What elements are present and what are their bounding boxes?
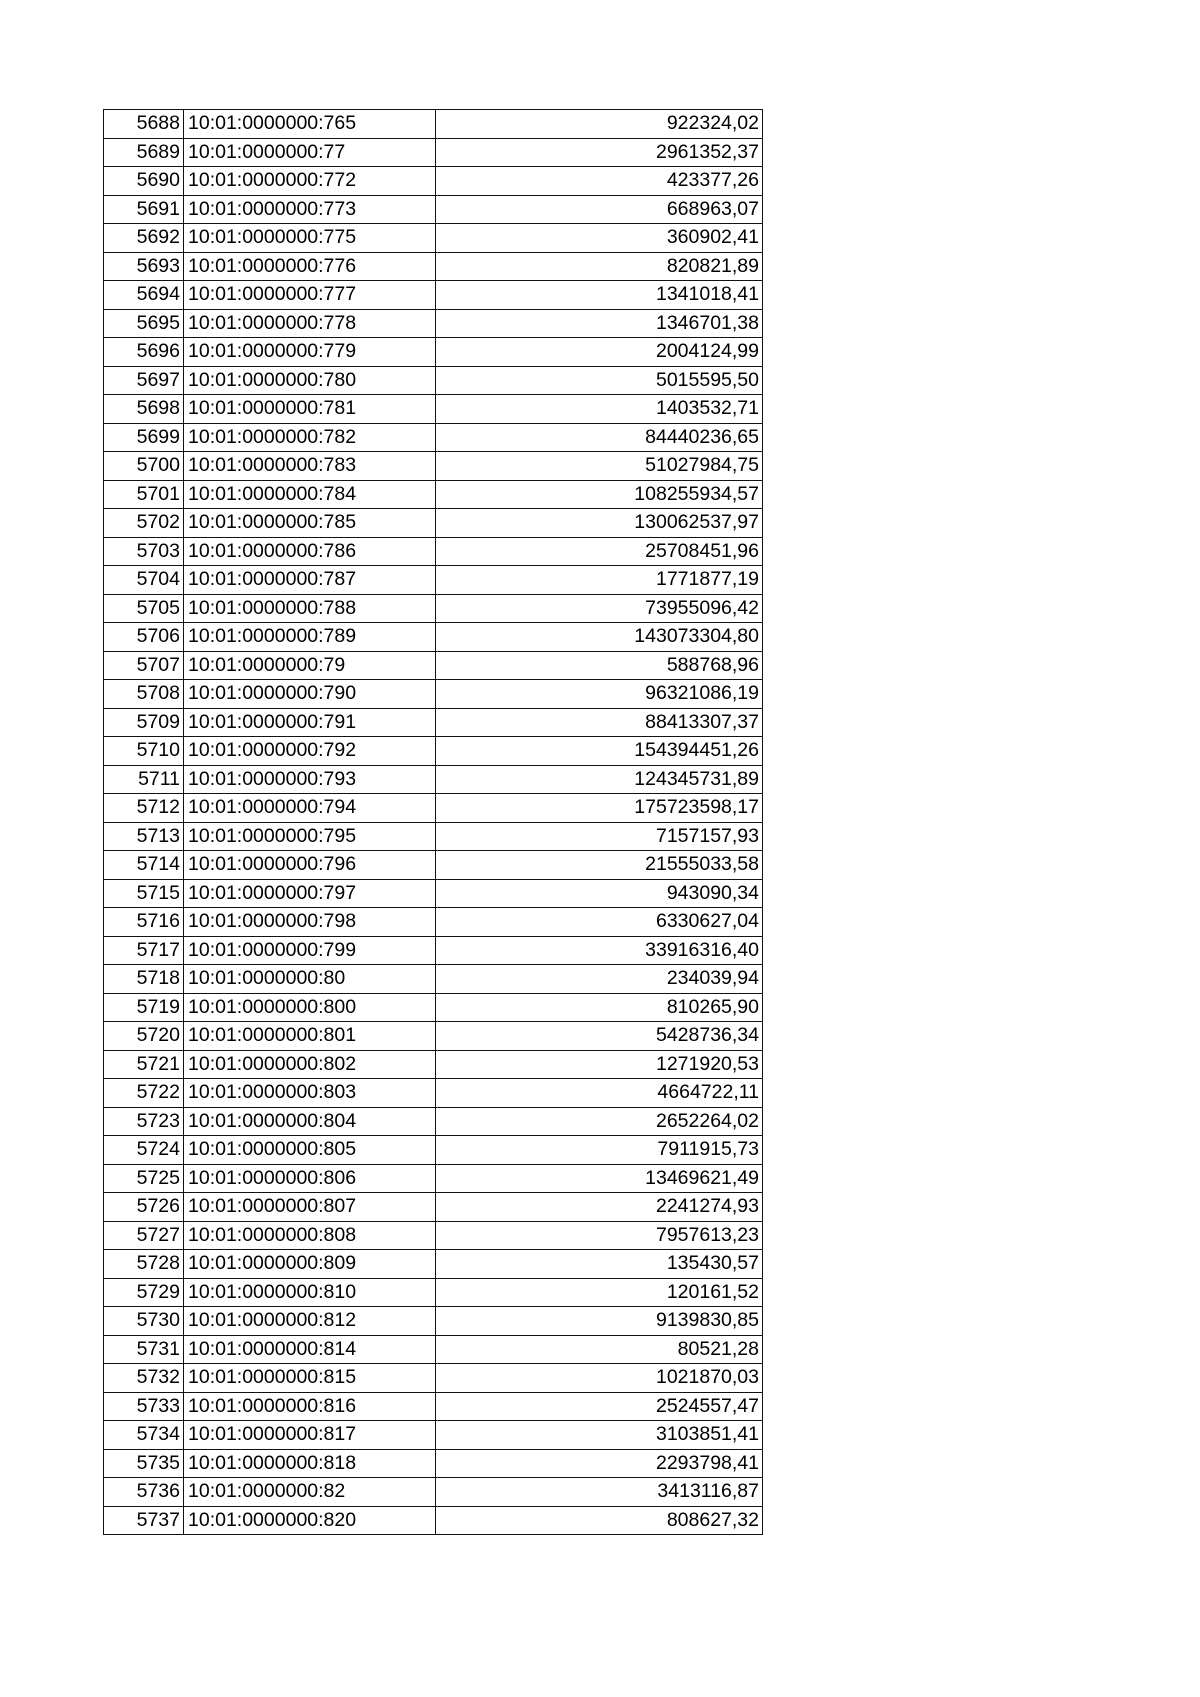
value-cell: 7157157,93: [436, 822, 763, 851]
row-number-cell: 5727: [104, 1221, 184, 1250]
cadastral-code-cell: 10:01:0000000:794: [184, 794, 436, 823]
value-cell: 3103851,41: [436, 1421, 763, 1450]
value-cell: 73955096,42: [436, 594, 763, 623]
table-row: [104, 338, 763, 367]
value-cell: 135430,57: [436, 1250, 763, 1279]
value-cell: 6330627,04: [436, 908, 763, 937]
cadastral-code-cell: 10:01:0000000:797: [184, 879, 436, 908]
table-row: [104, 423, 763, 452]
value-cell: 130062537,97: [436, 509, 763, 538]
value-cell: 234039,94: [436, 965, 763, 994]
cadastral-code-cell: 10:01:0000000:779: [184, 338, 436, 367]
value-cell: 1771877,19: [436, 566, 763, 595]
table-row: [104, 965, 763, 994]
row-number-cell: 5715: [104, 879, 184, 908]
table-row: [104, 224, 763, 253]
cadastral-code-cell: 10:01:0000000:807: [184, 1193, 436, 1222]
table-row: [104, 908, 763, 937]
row-number-cell: 5712: [104, 794, 184, 823]
table-row: [104, 1392, 763, 1421]
row-number-cell: 5699: [104, 423, 184, 452]
value-cell: 3413116,87: [436, 1478, 763, 1507]
table-row: [104, 1050, 763, 1079]
table-row: [104, 252, 763, 281]
value-cell: 808627,32: [436, 1506, 763, 1535]
value-cell: 588768,96: [436, 651, 763, 680]
value-cell: 4664722,11: [436, 1079, 763, 1108]
table-row: [104, 737, 763, 766]
cadastral-code-cell: 10:01:0000000:782: [184, 423, 436, 452]
table-row: [104, 1278, 763, 1307]
row-number-cell: 5723: [104, 1107, 184, 1136]
table-row: [104, 1307, 763, 1336]
row-number-cell: 5737: [104, 1506, 184, 1535]
table-row: [104, 281, 763, 310]
cadastral-code-cell: 10:01:0000000:775: [184, 224, 436, 253]
row-number-cell: 5697: [104, 366, 184, 395]
row-number-cell: 5703: [104, 537, 184, 566]
cadastral-code-cell: 10:01:0000000:800: [184, 993, 436, 1022]
row-number-cell: 5692: [104, 224, 184, 253]
table-row: [104, 195, 763, 224]
row-number-cell: 5693: [104, 252, 184, 281]
row-number-cell: 5730: [104, 1307, 184, 1336]
table-row: [104, 879, 763, 908]
row-number-cell: 5714: [104, 851, 184, 880]
table-row: [104, 1335, 763, 1364]
value-cell: 820821,89: [436, 252, 763, 281]
table-row: [104, 309, 763, 338]
value-cell: 88413307,37: [436, 708, 763, 737]
cadastral-code-cell: 10:01:0000000:820: [184, 1506, 436, 1535]
value-cell: 7911915,73: [436, 1136, 763, 1165]
table-row: [104, 480, 763, 509]
cadastral-code-cell: 10:01:0000000:801: [184, 1022, 436, 1051]
row-number-cell: 5736: [104, 1478, 184, 1507]
value-cell: 1403532,71: [436, 395, 763, 424]
cadastral-code-cell: 10:01:0000000:765: [184, 110, 436, 139]
cadastral-code-cell: 10:01:0000000:814: [184, 1335, 436, 1364]
row-number-cell: 5709: [104, 708, 184, 737]
table-row: [104, 936, 763, 965]
table-row: [104, 794, 763, 823]
value-cell: 120161,52: [436, 1278, 763, 1307]
cadastral-code-cell: 10:01:0000000:790: [184, 680, 436, 709]
cadastral-code-cell: 10:01:0000000:79: [184, 651, 436, 680]
cadastral-code-cell: 10:01:0000000:786: [184, 537, 436, 566]
row-number-cell: 5717: [104, 936, 184, 965]
cadastral-code-cell: 10:01:0000000:792: [184, 737, 436, 766]
row-number-cell: 5689: [104, 138, 184, 167]
row-number-cell: 5705: [104, 594, 184, 623]
table-row: [104, 1221, 763, 1250]
value-cell: 5015595,50: [436, 366, 763, 395]
value-cell: 25708451,96: [436, 537, 763, 566]
table-row: [104, 1478, 763, 1507]
value-cell: 1341018,41: [436, 281, 763, 310]
value-cell: 2652264,02: [436, 1107, 763, 1136]
cadastral-code-cell: 10:01:0000000:789: [184, 623, 436, 652]
row-number-cell: 5721: [104, 1050, 184, 1079]
data-sheet: [103, 109, 763, 1535]
value-cell: 943090,34: [436, 879, 763, 908]
table-row: [104, 1164, 763, 1193]
value-cell: 154394451,26: [436, 737, 763, 766]
value-cell: 1346701,38: [436, 309, 763, 338]
value-cell: 80521,28: [436, 1335, 763, 1364]
value-cell: 2524557,47: [436, 1392, 763, 1421]
row-number-cell: 5696: [104, 338, 184, 367]
row-number-cell: 5688: [104, 110, 184, 139]
value-cell: 84440236,65: [436, 423, 763, 452]
row-number-cell: 5707: [104, 651, 184, 680]
table-row: [104, 566, 763, 595]
value-cell: 51027984,75: [436, 452, 763, 481]
table-row: [104, 537, 763, 566]
row-number-cell: 5694: [104, 281, 184, 310]
row-number-cell: 5720: [104, 1022, 184, 1051]
cadastral-code-cell: 10:01:0000000:818: [184, 1449, 436, 1478]
table-row: [104, 167, 763, 196]
row-number-cell: 5725: [104, 1164, 184, 1193]
table-row: [104, 138, 763, 167]
cadastral-code-cell: 10:01:0000000:816: [184, 1392, 436, 1421]
table-row: [104, 851, 763, 880]
row-number-cell: 5710: [104, 737, 184, 766]
cadastral-code-cell: 10:01:0000000:781: [184, 395, 436, 424]
value-cell: 1021870,03: [436, 1364, 763, 1393]
cadastral-code-cell: 10:01:0000000:803: [184, 1079, 436, 1108]
row-number-cell: 5731: [104, 1335, 184, 1364]
table-row: [104, 1449, 763, 1478]
table-row: [104, 395, 763, 424]
value-cell: 1271920,53: [436, 1050, 763, 1079]
value-cell: 96321086,19: [436, 680, 763, 709]
table-row: [104, 1506, 763, 1535]
value-cell: 143073304,80: [436, 623, 763, 652]
value-cell: 124345731,89: [436, 765, 763, 794]
table-row: [104, 1364, 763, 1393]
cadastral-code-cell: 10:01:0000000:798: [184, 908, 436, 937]
row-number-cell: 5701: [104, 480, 184, 509]
cadastral-code-cell: 10:01:0000000:82: [184, 1478, 436, 1507]
row-number-cell: 5735: [104, 1449, 184, 1478]
cadastral-code-cell: 10:01:0000000:799: [184, 936, 436, 965]
cadastral-code-cell: 10:01:0000000:77: [184, 138, 436, 167]
table-row: [104, 1421, 763, 1450]
table-row: [104, 1193, 763, 1222]
row-number-cell: 5698: [104, 395, 184, 424]
cadastral-code-cell: 10:01:0000000:791: [184, 708, 436, 737]
value-cell: 360902,41: [436, 224, 763, 253]
row-number-cell: 5734: [104, 1421, 184, 1450]
cadastral-code-cell: 10:01:0000000:788: [184, 594, 436, 623]
table-row: [104, 651, 763, 680]
cadastral-code-cell: 10:01:0000000:777: [184, 281, 436, 310]
cadastral-code-cell: 10:01:0000000:787: [184, 566, 436, 595]
row-number-cell: 5732: [104, 1364, 184, 1393]
table-row: [104, 993, 763, 1022]
row-number-cell: 5704: [104, 566, 184, 595]
table-row: [104, 1022, 763, 1051]
row-number-cell: 5722: [104, 1079, 184, 1108]
table-row: [104, 1250, 763, 1279]
value-cell: 668963,07: [436, 195, 763, 224]
value-cell: 2293798,41: [436, 1449, 763, 1478]
row-number-cell: 5695: [104, 309, 184, 338]
cadastral-code-cell: 10:01:0000000:805: [184, 1136, 436, 1165]
row-number-cell: 5729: [104, 1278, 184, 1307]
row-number-cell: 5690: [104, 167, 184, 196]
table-row: [104, 623, 763, 652]
value-cell: 21555033,58: [436, 851, 763, 880]
table-row: [104, 708, 763, 737]
cadastral-code-cell: 10:01:0000000:817: [184, 1421, 436, 1450]
cadastral-code-cell: 10:01:0000000:80: [184, 965, 436, 994]
cadastral-code-cell: 10:01:0000000:804: [184, 1107, 436, 1136]
value-cell: 9139830,85: [436, 1307, 763, 1336]
table-row: [104, 452, 763, 481]
value-cell: 33916316,40: [436, 936, 763, 965]
row-number-cell: 5726: [104, 1193, 184, 1222]
value-cell: 108255934,57: [436, 480, 763, 509]
row-number-cell: 5733: [104, 1392, 184, 1421]
cadastral-code-cell: 10:01:0000000:810: [184, 1278, 436, 1307]
cadastral-code-cell: 10:01:0000000:815: [184, 1364, 436, 1393]
row-number-cell: 5716: [104, 908, 184, 937]
value-cell: 2241274,93: [436, 1193, 763, 1222]
row-number-cell: 5713: [104, 822, 184, 851]
cadastral-code-cell: 10:01:0000000:796: [184, 851, 436, 880]
value-cell: 7957613,23: [436, 1221, 763, 1250]
row-number-cell: 5718: [104, 965, 184, 994]
cadastral-code-cell: 10:01:0000000:802: [184, 1050, 436, 1079]
cadastral-code-cell: 10:01:0000000:795: [184, 822, 436, 851]
row-number-cell: 5700: [104, 452, 184, 481]
cadastral-code-cell: 10:01:0000000:785: [184, 509, 436, 538]
row-number-cell: 5706: [104, 623, 184, 652]
data-table: [103, 109, 763, 1535]
cadastral-code-cell: 10:01:0000000:780: [184, 366, 436, 395]
table-body: [104, 110, 763, 1535]
value-cell: 423377,26: [436, 167, 763, 196]
value-cell: 810265,90: [436, 993, 763, 1022]
table-row: [104, 1107, 763, 1136]
row-number-cell: 5724: [104, 1136, 184, 1165]
cadastral-code-cell: 10:01:0000000:809: [184, 1250, 436, 1279]
table-row: [104, 1136, 763, 1165]
row-number-cell: 5708: [104, 680, 184, 709]
value-cell: 922324,02: [436, 110, 763, 139]
value-cell: 5428736,34: [436, 1022, 763, 1051]
table-row: [104, 366, 763, 395]
cadastral-code-cell: 10:01:0000000:793: [184, 765, 436, 794]
table-row: [104, 594, 763, 623]
row-number-cell: 5728: [104, 1250, 184, 1279]
table-row: [104, 509, 763, 538]
row-number-cell: 5719: [104, 993, 184, 1022]
cadastral-code-cell: 10:01:0000000:812: [184, 1307, 436, 1336]
cadastral-code-cell: 10:01:0000000:806: [184, 1164, 436, 1193]
row-number-cell: 5702: [104, 509, 184, 538]
table-row: [104, 765, 763, 794]
value-cell: 2004124,99: [436, 338, 763, 367]
row-number-cell: 5691: [104, 195, 184, 224]
cadastral-code-cell: 10:01:0000000:783: [184, 452, 436, 481]
cadastral-code-cell: 10:01:0000000:772: [184, 167, 436, 196]
cadastral-code-cell: 10:01:0000000:773: [184, 195, 436, 224]
table-row: [104, 680, 763, 709]
row-number-cell: 5711: [104, 765, 184, 794]
table-row: [104, 1079, 763, 1108]
cadastral-code-cell: 10:01:0000000:776: [184, 252, 436, 281]
cadastral-code-cell: 10:01:0000000:808: [184, 1221, 436, 1250]
value-cell: 2961352,37: [436, 138, 763, 167]
table-row: [104, 110, 763, 139]
cadastral-code-cell: 10:01:0000000:778: [184, 309, 436, 338]
table-row: [104, 822, 763, 851]
cadastral-code-cell: 10:01:0000000:784: [184, 480, 436, 509]
value-cell: 13469621,49: [436, 1164, 763, 1193]
value-cell: 175723598,17: [436, 794, 763, 823]
